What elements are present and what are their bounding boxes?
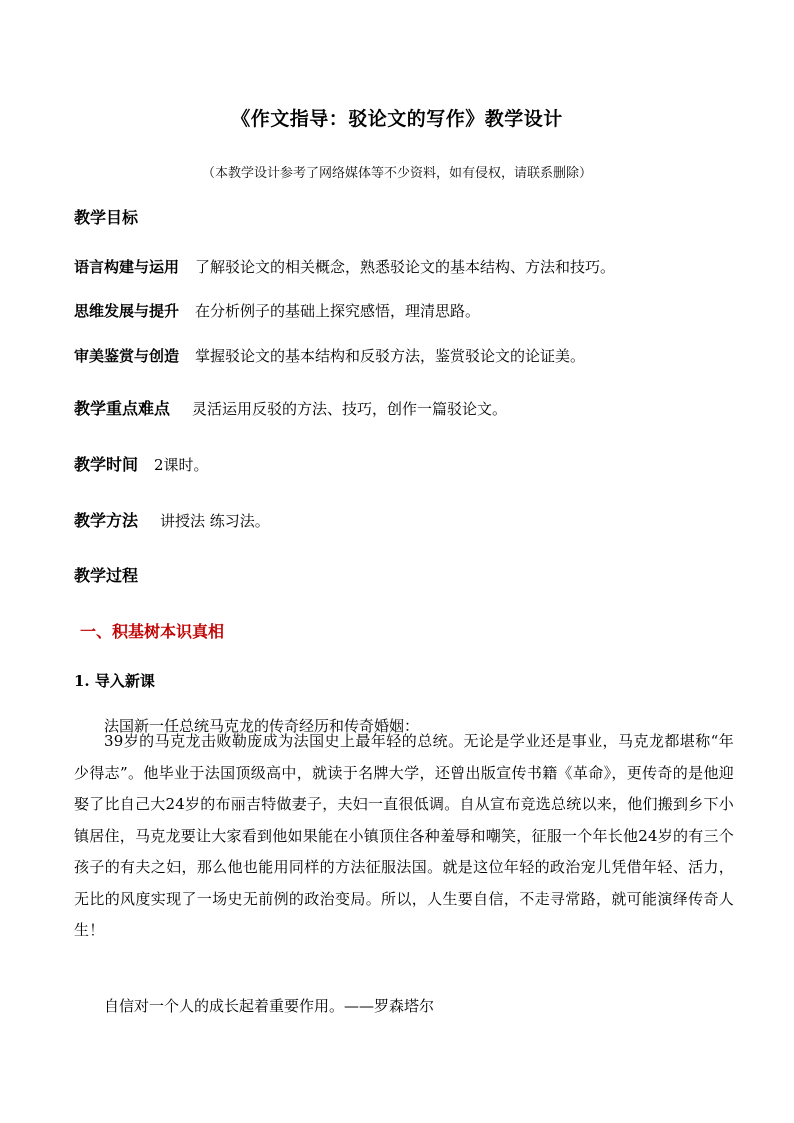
objective-label: 审美鉴赏与创造 (74, 347, 180, 365)
time-text: 2课时。 (154, 456, 209, 474)
method-row (74, 508, 270, 531)
key-points-row (74, 396, 507, 419)
objective-item-aesthetic (74, 345, 585, 366)
section-heading: 一、积基树本识真相 (80, 622, 225, 641)
objective-item-thinking (74, 300, 480, 321)
story-paragraph: 39岁的马克龙击败勒庞成为法国史上最年轻的总统。无论是学业还是事业，马克龙都堪称“年少得志”。他毕业于法国顶级高中，就读于名牌大学，还曾出版宣传书籍《革命》，更传奇的是他迎娶了比自己大24岁的布丽吉特做妻子，夫妇一直很低调。自从宣布竞选总统以来，他们搬到乡下小镇居住，马克龙要让大家看到他如果能在小镇顶住各种羞辱和嘲笑，征服一个年长他24岁的有三个孩子的有夫之妇，那么他也能用同样的方法征服法国。就是这位年轻的政治宠儿凭借年轻、活力，无比的风度实现了一场史无前例的政治变局。所以，人生要自信，不走寻常路，就可能演绎传奇人生！ (74, 732, 734, 939)
objective-text: 了解驳论文的相关概念，熟悉驳论文的基本结构、方法和技巧。 (195, 258, 616, 276)
document-title: 《作文指导：驳论文的写作》教学设计 (231, 108, 563, 130)
time-label: 教学时间 (74, 455, 139, 474)
key-points-label: 教学重点难点 (74, 399, 171, 418)
subsection-heading: 1. 导入新课 (74, 672, 155, 690)
intro-line: 法国新一任总统马克龙的传奇经历和传奇婚姻： (104, 717, 420, 735)
process-heading: 教学过程 (74, 566, 139, 585)
objective-label: 语言构建与运用 (74, 258, 180, 276)
method-text: 讲授法 练习法。 (160, 512, 270, 530)
objective-label: 思维发展与提升 (74, 302, 180, 320)
key-points-text: 灵活运用反驳的方法、技巧，创作一篇驳论文。 (192, 400, 508, 418)
document-subtitle: （本教学设计参考了网络媒体等不少资料，如有侵权，请联系删除） (201, 166, 592, 181)
objective-text: 在分析例子的基础上探究感悟，理清思路。 (195, 302, 481, 320)
objective-text: 掌握驳论文的基本结构和反驳方法，鉴赏驳论文的论证美。 (195, 347, 586, 365)
objective-item-language (74, 256, 615, 277)
method-label: 教学方法 (74, 511, 139, 530)
time-row (74, 452, 209, 475)
quote-line: 自信对一个人的成长起着重要作用。——罗森塔尔 (104, 997, 435, 1015)
objectives-heading: 教学目标 (74, 208, 139, 227)
